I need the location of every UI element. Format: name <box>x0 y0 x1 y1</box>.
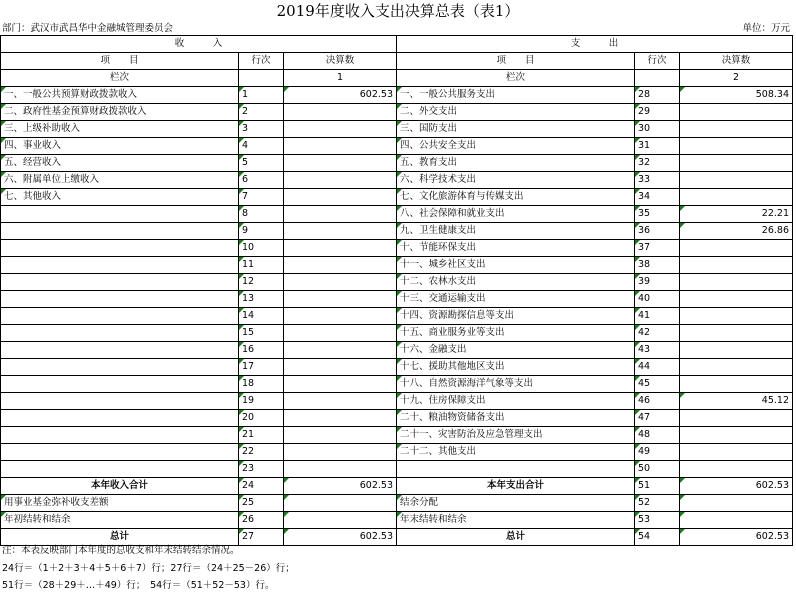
expense-line-no: 30 <box>635 121 680 138</box>
expense-col-number: 2 <box>680 70 793 87</box>
expense-amount <box>680 427 793 444</box>
expense-item: 十八、自然资源海洋气象等支出 <box>397 376 635 393</box>
income-item <box>1 308 239 325</box>
column-label-row <box>1 70 793 87</box>
table-row <box>1 206 793 223</box>
expense-amount: 22.21 <box>680 206 793 223</box>
income-amount <box>284 121 397 138</box>
expense-item: 十六、金融支出 <box>397 342 635 359</box>
income-line-no: 23 <box>239 461 284 478</box>
income-amount <box>284 308 397 325</box>
income-amount <box>284 325 397 342</box>
surplus-allocation-no: 52 <box>635 495 680 512</box>
table-row <box>1 342 793 359</box>
income-amount <box>284 342 397 359</box>
income-item <box>1 342 239 359</box>
note-line-2: 24行＝（1＋2＋3＋4＋5＋6＋7）行；27行＝（24＋25－26）行； <box>2 563 295 574</box>
table-row <box>1 376 793 393</box>
expense-line-no: 43 <box>635 342 680 359</box>
income-line-no: 10 <box>239 240 284 257</box>
expense-item: 一、一般公共服务支出 <box>397 87 635 104</box>
expense-amount <box>680 155 793 172</box>
begin-balance-no: 26 <box>239 512 284 529</box>
income-amount <box>284 410 397 427</box>
expense-amount-header: 决算数 <box>680 53 793 70</box>
income-amount <box>284 138 397 155</box>
expense-item: 三、国防支出 <box>397 121 635 138</box>
table-row <box>1 291 793 308</box>
grand-expense-total-label: 总计 <box>397 529 635 546</box>
income-item: 七、其他收入 <box>1 189 239 206</box>
expense-item: 二十、粮油物资储备支出 <box>397 410 635 427</box>
expense-col-label: 栏次 <box>397 70 635 87</box>
expense-item: 九、卫生健康支出 <box>397 223 635 240</box>
income-item <box>1 427 239 444</box>
income-item <box>1 393 239 410</box>
income-item: 三、上级补助收入 <box>1 121 239 138</box>
income-item <box>1 274 239 291</box>
income-item <box>1 461 239 478</box>
expense-line-header: 行次 <box>635 53 680 70</box>
income-amount <box>284 274 397 291</box>
expense-amount <box>680 257 793 274</box>
income-line-no: 19 <box>239 393 284 410</box>
expense-line-no: 50 <box>635 461 680 478</box>
fund-gap-amount <box>284 495 397 512</box>
income-line-no: 20 <box>239 410 284 427</box>
income-item: 五、经营收入 <box>1 155 239 172</box>
expense-item: 二、外交支出 <box>397 104 635 121</box>
income-item <box>1 257 239 274</box>
fund-gap-no: 25 <box>239 495 284 512</box>
fund-gap-row <box>1 495 793 512</box>
expense-item: 十、节能环保支出 <box>397 240 635 257</box>
income-item <box>1 223 239 240</box>
expense-amount <box>680 325 793 342</box>
expense-line-no: 37 <box>635 240 680 257</box>
year-total-row <box>1 478 793 495</box>
income-amount <box>284 155 397 172</box>
income-line-no: 13 <box>239 291 284 308</box>
expense-item <box>397 461 635 478</box>
expense-line-no: 45 <box>635 376 680 393</box>
income-amount <box>284 206 397 223</box>
table-row <box>1 444 793 461</box>
end-balance-no: 53 <box>635 512 680 529</box>
expense-item: 八、社会保障和就业支出 <box>397 206 635 223</box>
expense-line-no: 47 <box>635 410 680 427</box>
expense-amount <box>680 291 793 308</box>
income-item: 二、政府性基金预算财政拨款收入 <box>1 104 239 121</box>
year-income-total-label: 本年收入合计 <box>1 478 239 495</box>
end-balance-amount <box>680 512 793 529</box>
table-row <box>1 461 793 478</box>
income-col-blank <box>239 70 284 87</box>
income-item <box>1 410 239 427</box>
year-expense-total-label: 本年支出合计 <box>397 478 635 495</box>
year-income-total-no: 24 <box>239 478 284 495</box>
end-balance-label: 年末结转和结余 <box>397 512 635 529</box>
expense-item: 十一、城乡社区支出 <box>397 257 635 274</box>
income-line-header: 行次 <box>239 53 284 70</box>
table-row <box>1 121 793 138</box>
grand-total-row <box>1 529 793 546</box>
income-amount <box>284 223 397 240</box>
income-line-no: 7 <box>239 189 284 206</box>
budget-summary-table <box>0 35 793 546</box>
income-line-no: 18 <box>239 376 284 393</box>
table-row <box>1 325 793 342</box>
expense-amount: 45.12 <box>680 393 793 410</box>
income-amount <box>284 257 397 274</box>
expense-line-no: 34 <box>635 189 680 206</box>
income-line-no: 5 <box>239 155 284 172</box>
expense-line-no: 29 <box>635 104 680 121</box>
expense-line-no: 44 <box>635 359 680 376</box>
income-amount <box>284 376 397 393</box>
income-line-no: 14 <box>239 308 284 325</box>
expense-line-no: 39 <box>635 274 680 291</box>
expense-amount <box>680 189 793 206</box>
expense-amount <box>680 461 793 478</box>
income-line-no: 21 <box>239 427 284 444</box>
income-line-no: 9 <box>239 223 284 240</box>
income-line-no: 3 <box>239 121 284 138</box>
expense-amount <box>680 121 793 138</box>
income-line-no: 16 <box>239 342 284 359</box>
expense-line-no: 48 <box>635 427 680 444</box>
year-income-total-amount: 602.53 <box>284 478 397 495</box>
expense-amount <box>680 138 793 155</box>
income-amount <box>284 393 397 410</box>
income-line-no: 22 <box>239 444 284 461</box>
table-row <box>1 87 793 104</box>
report-title: 2019年度收入支出决算总表（表1） <box>276 2 520 20</box>
table-row <box>1 257 793 274</box>
table-row <box>1 240 793 257</box>
income-amount <box>284 240 397 257</box>
expense-item: 十九、住房保障支出 <box>397 393 635 410</box>
income-col-label: 栏次 <box>1 70 239 87</box>
income-line-no: 11 <box>239 257 284 274</box>
income-amount-header: 决算数 <box>284 53 397 70</box>
section-header-row <box>1 36 793 53</box>
expense-line-no: 38 <box>635 257 680 274</box>
expense-amount <box>680 376 793 393</box>
income-amount: 602.53 <box>284 87 397 104</box>
begin-balance-amount <box>284 512 397 529</box>
table-row <box>1 223 793 240</box>
income-line-no: 6 <box>239 172 284 189</box>
surplus-allocation-label: 结余分配 <box>397 495 635 512</box>
expense-line-no: 36 <box>635 223 680 240</box>
income-line-no: 17 <box>239 359 284 376</box>
column-header-row <box>1 53 793 70</box>
expense-item: 二十一、灾害防治及应急管理支出 <box>397 427 635 444</box>
table-row <box>1 172 793 189</box>
income-col-number: 1 <box>284 70 397 87</box>
table-row <box>1 427 793 444</box>
expense-line-no: 40 <box>635 291 680 308</box>
expense-line-no: 32 <box>635 155 680 172</box>
income-item <box>1 240 239 257</box>
fund-gap-label: 用事业基金弥补收支差额 <box>1 495 239 512</box>
table-row <box>1 104 793 121</box>
department-label: 部门：武汉市武昌华中金融城管理委员会 <box>2 23 174 34</box>
expense-item: 十四、资源勘探信息等支出 <box>397 308 635 325</box>
income-item <box>1 444 239 461</box>
expense-item: 十二、农林水支出 <box>397 274 635 291</box>
income-amount <box>284 444 397 461</box>
income-line-no: 4 <box>239 138 284 155</box>
surplus-allocation-amount <box>680 495 793 512</box>
income-amount <box>284 461 397 478</box>
expense-col-blank <box>635 70 680 87</box>
expense-line-no: 28 <box>635 87 680 104</box>
expense-item: 二十二、其他支出 <box>397 444 635 461</box>
expense-item: 五、教育支出 <box>397 155 635 172</box>
income-item: 四、事业收入 <box>1 138 239 155</box>
grand-income-total-no: 27 <box>239 529 284 546</box>
expense-amount <box>680 359 793 376</box>
expense-amount <box>680 342 793 359</box>
income-item: 六、附属单位上缴收入 <box>1 172 239 189</box>
income-line-no: 8 <box>239 206 284 223</box>
income-line-no: 2 <box>239 104 284 121</box>
expense-amount <box>680 308 793 325</box>
expense-line-no: 41 <box>635 308 680 325</box>
year-expense-total-amount: 602.53 <box>680 478 793 495</box>
table-row <box>1 393 793 410</box>
income-amount <box>284 359 397 376</box>
table-row <box>1 359 793 376</box>
income-amount <box>284 104 397 121</box>
income-item-header: 项 目 <box>1 53 239 70</box>
income-item <box>1 359 239 376</box>
unit-label: 单位：万元 <box>742 23 790 34</box>
table-row <box>1 155 793 172</box>
table-row <box>1 138 793 155</box>
income-line-no: 1 <box>239 87 284 104</box>
grand-income-total-label: 总计 <box>1 529 239 546</box>
income-amount <box>284 189 397 206</box>
table-row <box>1 189 793 206</box>
balance-row <box>1 512 793 529</box>
income-amount <box>284 427 397 444</box>
expense-amount <box>680 172 793 189</box>
year-expense-total-no: 51 <box>635 478 680 495</box>
expense-item: 十七、援助其他地区支出 <box>397 359 635 376</box>
expense-item-header: 项 目 <box>397 53 635 70</box>
table-row <box>1 410 793 427</box>
income-item <box>1 291 239 308</box>
expense-item: 十三、交通运输支出 <box>397 291 635 308</box>
note-line-3: 51行＝（28＋29＋…＋49）行； 54行＝（51＋52－53）行。 <box>2 580 275 591</box>
income-amount <box>284 291 397 308</box>
note-line-1: 注：本表反映部门本年度的总收支和年末结转结余情况。 <box>2 545 240 556</box>
income-line-no: 12 <box>239 274 284 291</box>
expense-amount <box>680 410 793 427</box>
grand-income-total-amount: 602.53 <box>284 529 397 546</box>
expense-item: 六、科学技术支出 <box>397 172 635 189</box>
income-item <box>1 206 239 223</box>
income-section-header: 收 入 <box>1 36 397 53</box>
expense-item: 十五、商业服务业等支出 <box>397 325 635 342</box>
expense-amount <box>680 274 793 291</box>
table-row <box>1 274 793 291</box>
expense-amount: 26.86 <box>680 223 793 240</box>
income-item <box>1 325 239 342</box>
income-amount <box>284 172 397 189</box>
grand-expense-total-amount: 602.53 <box>680 529 793 546</box>
expense-amount: 508.34 <box>680 87 793 104</box>
income-line-no: 15 <box>239 325 284 342</box>
income-item <box>1 376 239 393</box>
expense-line-no: 42 <box>635 325 680 342</box>
expense-line-no: 31 <box>635 138 680 155</box>
income-item: 一、一般公共预算财政拨款收入 <box>1 87 239 104</box>
expense-line-no: 49 <box>635 444 680 461</box>
expense-section-header: 支 出 <box>397 36 793 53</box>
table-row <box>1 308 793 325</box>
grand-expense-total-no: 54 <box>635 529 680 546</box>
expense-line-no: 35 <box>635 206 680 223</box>
expense-line-no: 33 <box>635 172 680 189</box>
expense-line-no: 46 <box>635 393 680 410</box>
expense-amount <box>680 104 793 121</box>
expense-amount <box>680 240 793 257</box>
begin-balance-label: 年初结转和结余 <box>1 512 239 529</box>
expense-item: 四、公共安全支出 <box>397 138 635 155</box>
expense-amount <box>680 444 793 461</box>
expense-item: 七、文化旅游体育与传媒支出 <box>397 189 635 206</box>
